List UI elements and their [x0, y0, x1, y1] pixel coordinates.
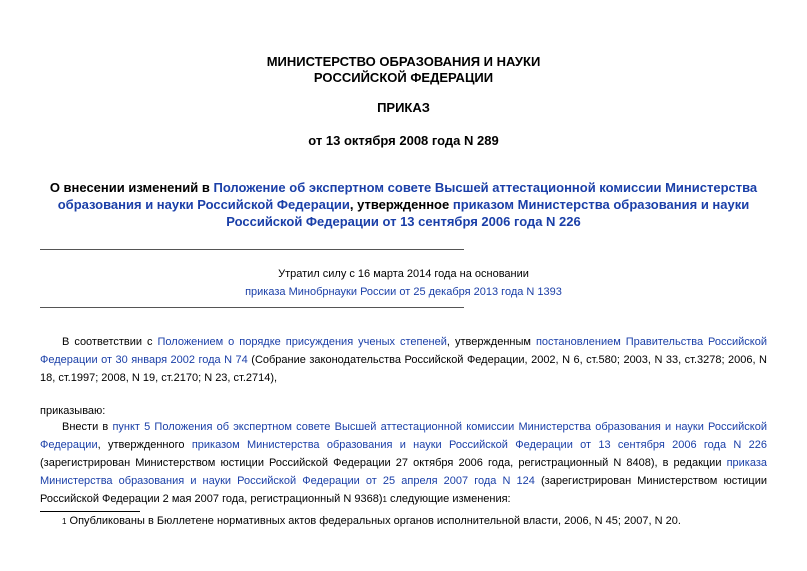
para1-text-1: В соответствии с [62, 336, 158, 348]
footnote-separator [40, 511, 140, 512]
ministry-line-1: МИНИСТЕРСТВО ОБРАЗОВАНИЯ И НАУКИ [266, 54, 541, 69]
para2-link-clause-5[interactable]: пункт 5 Положения об экспертном совете Высшей аттестационной комиссии Министерства образования и науки Российской Федерации [40, 421, 768, 451]
para2-text-3: (зарегистрирован Министерством юстиции Российской Федерации 27 октября 2006 года, регистрационный N 8408), в редакции [40, 457, 727, 469]
para2-link-order-226[interactable]: приказом Министерства образования и науки Российской Федерации от 13 сентября 2006 года N 226 [191, 439, 767, 451]
para1-text-2: , утвержденным [446, 336, 536, 348]
para1-text-3: (Собрание законодательства Российской Федерации, 2002, N 6, ст.580; 2003, N 33, ст.3278; 2006, N 18, ст.1997; 2008, N 19, ст.2170; N 23, ст.2714), [40, 354, 767, 384]
separator-top [40, 249, 464, 250]
ministry-line-2: РОССИЙСКОЙ ФЕДЕРАЦИИ [313, 70, 494, 85]
para1-link-regulation[interactable]: Положением о порядке присуждения ученых степеней [157, 336, 447, 348]
title-prefix: О внесении изменений в [49, 180, 214, 195]
footnote-text: Опубликованы в Бюллетене нормативных актов федеральных органов исполнительной власти, 2006, N 45; 2007, N 20. [66, 515, 681, 527]
para2-text-5: следующие изменения: [386, 493, 511, 505]
para2-text-2: , утвержденного [97, 439, 192, 451]
title-middle: , утвержденное [349, 197, 453, 212]
footnote [40, 513, 767, 530]
status-text: Утратил силу с 16 марта 2014 года на основании [278, 268, 529, 280]
ministry-heading [0, 54, 807, 86]
title-link-order-226[interactable]: приказом Министерства образования и науки Российской Федерации от 13 сентября 2006 года N 226 [226, 197, 750, 229]
footnote-marker[interactable]: 1 [382, 495, 387, 504]
doc-type: ПРИКАЗ [377, 100, 430, 115]
doc-title [40, 179, 767, 230]
doc-date: от 13 октября 2008 года N 289 [308, 133, 499, 148]
para2-text-1: Внести в [62, 421, 113, 433]
para2-text-4: (зарегистрирован Министерством юстиции Российской Федерации 2 мая 2007 года, регистрационный N 9368) [40, 475, 767, 505]
title-link-regulation[interactable]: Положение об экспертном совете Высшей аттестационной комиссии Министерства образования и науки Российской Федерации [57, 180, 758, 212]
paragraph-order [40, 418, 767, 509]
order-word: приказываю: [40, 405, 106, 417]
footnote-number: 1 [62, 517, 67, 526]
para2-link-order-124[interactable]: приказа Министерства образования и науки Российской Федерации от 25 апреля 2007 года N 124 [40, 457, 767, 487]
separator-bottom [40, 307, 464, 308]
para1-link-resolution[interactable]: постановлением Правительства Российской Федерации от 30 января 2002 года N 74 [40, 336, 768, 366]
paragraph-basis [40, 333, 767, 387]
status-link[interactable]: приказа Минобрнауки России от 25 декабря 2013 года N 1393 [245, 286, 562, 298]
status-block [0, 265, 807, 301]
